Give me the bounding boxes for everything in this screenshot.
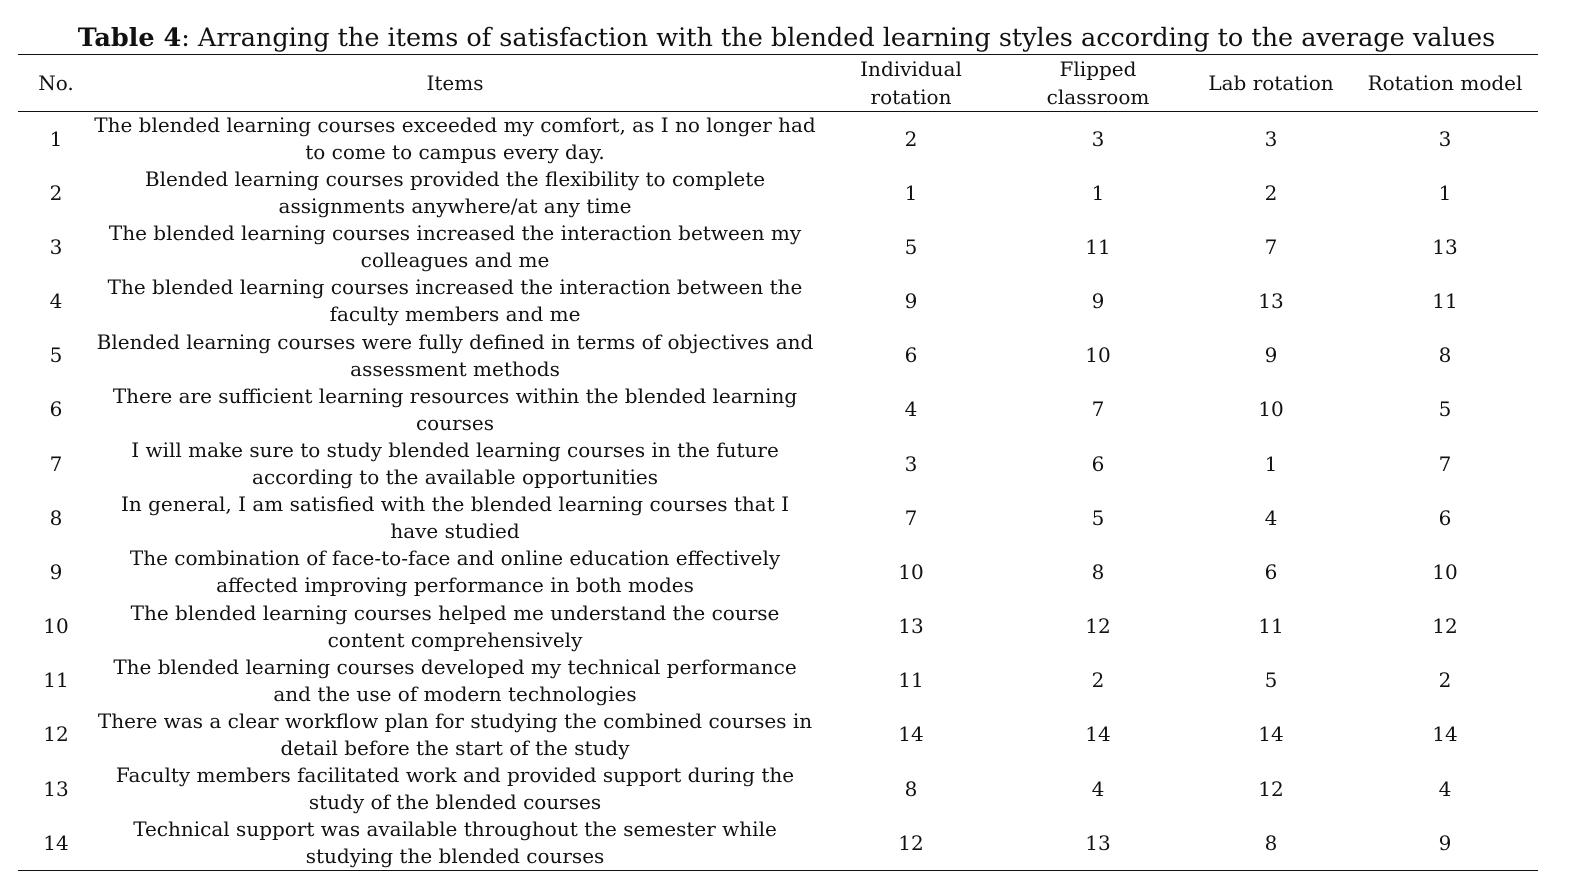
cell-lab-rotation: 1	[1264, 451, 1278, 476]
cell-item: Faculty members facilitated work and provided support during the study of the blended courses	[115, 763, 795, 815]
cell-lab-rotation: 7	[1264, 234, 1278, 259]
cell-rotation-model: 10	[1432, 559, 1458, 584]
cell-rotation-model: 11	[1432, 288, 1458, 313]
header-items: Items	[94, 55, 816, 112]
cell-lab-rotation: 9	[1264, 343, 1278, 368]
cell-flipped-classroom: 14	[1085, 722, 1111, 747]
table-row	[18, 600, 1538, 654]
table-row	[18, 274, 1538, 328]
cell-lab-rotation: 8	[1190, 816, 1352, 871]
header-no: No.	[18, 55, 94, 112]
cell-flipped-classroom: 5	[1091, 505, 1105, 530]
cell-flipped-classroom: 6	[1091, 451, 1105, 476]
cell-item: Technical support was available throughout the semester while studying the blended courses	[94, 816, 816, 871]
table-row	[18, 545, 1538, 599]
header-lab-rotation: Lab rotation	[1190, 55, 1352, 112]
cell-no: 12	[43, 722, 69, 747]
cell-flipped-classroom: 3	[1091, 126, 1105, 151]
cell-flipped-classroom: 2	[1091, 668, 1105, 693]
cell-lab-rotation: 3	[1264, 126, 1278, 151]
cell-rotation-model: 13	[1432, 234, 1458, 259]
table-row	[18, 437, 1538, 491]
cell-lab-rotation: 13	[1258, 288, 1284, 313]
cell-flipped-classroom: 4	[1091, 776, 1105, 801]
cell-no: 4	[49, 288, 63, 313]
cell-lab-rotation: 6	[1264, 559, 1278, 584]
cell-item: The blended learning courses developed my technical performance and the use of modern technologies	[113, 654, 797, 706]
cell-individual-rotation: 10	[898, 559, 924, 584]
cell-rotation-model: 14	[1432, 722, 1458, 747]
cell-flipped-classroom: 1	[1091, 180, 1105, 205]
table-row	[18, 491, 1538, 545]
table-row	[18, 654, 1538, 708]
cell-rotation-model: 1	[1438, 180, 1452, 205]
cell-flipped-classroom: 12	[1085, 614, 1111, 639]
cell-individual-rotation: 5	[904, 234, 918, 259]
cell-flipped-classroom: 8	[1091, 559, 1105, 584]
cell-no: 3	[49, 234, 63, 259]
cell-no: 5	[49, 343, 63, 368]
cell-item: The blended learning courses exceeded my comfort, as I no longer had to come to campus every day.	[94, 113, 816, 164]
cell-item: There was a clear workflow plan for studying the combined courses in detail before the start of the study	[97, 708, 813, 760]
cell-item: Blended learning courses provided the flexibility to complete assignments anywhere/at any time	[144, 167, 766, 219]
table-body	[18, 112, 1538, 871]
table-row	[18, 708, 1538, 762]
table-row	[18, 112, 1538, 167]
cell-no: 1	[49, 126, 63, 151]
cell-no: 2	[49, 180, 63, 205]
cell-lab-rotation: 10	[1258, 397, 1284, 422]
cell-rotation-model: 8	[1438, 343, 1452, 368]
header-individual-rotation-line1: Individual	[860, 57, 962, 81]
cell-flipped-classroom: 9	[1091, 288, 1105, 313]
cell-lab-rotation: 12	[1258, 776, 1284, 801]
cell-rotation-model: 5	[1438, 397, 1452, 422]
header-flipped-classroom	[1006, 55, 1190, 112]
cell-flipped-classroom: 11	[1085, 234, 1111, 259]
cell-no: 8	[49, 505, 63, 530]
cell-no: 14	[18, 816, 94, 871]
header-rotation-model: Rotation model	[1352, 55, 1538, 112]
cell-item: The blended learning courses helped me understand the course content comprehensively	[130, 600, 780, 652]
cell-item: In general, I am satisfied with the blended learning courses that I have studied	[120, 492, 789, 544]
cell-lab-rotation: 4	[1264, 505, 1278, 530]
cell-rotation-model: 3	[1438, 126, 1452, 151]
header-row	[18, 55, 1538, 112]
table-header	[18, 55, 1538, 112]
table-row	[18, 383, 1538, 437]
cell-individual-rotation: 3	[904, 451, 918, 476]
cell-no: 10	[43, 614, 69, 639]
cell-individual-rotation: 9	[904, 288, 918, 313]
cell-individual-rotation: 13	[898, 614, 924, 639]
cell-individual-rotation: 8	[904, 776, 918, 801]
header-flipped-classroom-line2: classroom	[1046, 85, 1150, 109]
cell-individual-rotation: 1	[904, 180, 918, 205]
cell-item: Blended learning courses were fully defined in terms of objectives and assessment methods	[96, 329, 814, 381]
cell-rotation-model: 4	[1438, 776, 1452, 801]
cell-flipped-classroom: 10	[1085, 343, 1111, 368]
table-row	[18, 220, 1538, 274]
cell-item: There are sufficient learning resources within the blended learning courses	[112, 383, 798, 435]
cell-item: I will make sure to study blended learning courses in the future according to the available opportunities	[131, 438, 779, 490]
table-row	[18, 329, 1538, 383]
cell-item: The blended learning courses increased the interaction between my colleagues and me	[108, 221, 802, 273]
cell-rotation-model: 12	[1432, 614, 1458, 639]
cell-individual-rotation: 7	[904, 505, 918, 530]
cell-individual-rotation: 12	[816, 816, 1006, 871]
cell-no: 11	[43, 668, 69, 693]
table-caption-text: : Arranging the items of satisfaction with the blended learning styles according to the average values	[181, 23, 1496, 53]
cell-item: The combination of face-to-face and online education effectively affected improving performance in both modes	[129, 546, 781, 598]
table-label: Table 4	[77, 23, 182, 53]
cell-flipped-classroom: 7	[1091, 397, 1105, 422]
cell-rotation-model: 7	[1438, 451, 1452, 476]
cell-rotation-model: 6	[1438, 505, 1452, 530]
cell-individual-rotation: 14	[898, 722, 924, 747]
cell-lab-rotation: 5	[1264, 668, 1278, 693]
cell-lab-rotation: 14	[1258, 722, 1284, 747]
cell-no: 6	[49, 397, 63, 422]
cell-no: 9	[49, 559, 63, 584]
cell-no: 7	[49, 451, 63, 476]
header-individual-rotation	[816, 55, 1006, 112]
cell-flipped-classroom: 13	[1006, 816, 1190, 871]
cell-individual-rotation: 2	[904, 126, 918, 151]
table-row	[18, 816, 1538, 871]
header-flipped-classroom-line1: Flipped	[1059, 57, 1137, 81]
table-row	[18, 166, 1538, 220]
cell-item: The blended learning courses increased the interaction between the faculty members and me	[107, 275, 803, 327]
cell-individual-rotation: 4	[904, 397, 918, 422]
satisfaction-ranking-table	[18, 54, 1538, 871]
cell-rotation-model: 2	[1438, 668, 1452, 693]
cell-no: 13	[43, 776, 69, 801]
cell-lab-rotation: 11	[1258, 614, 1284, 639]
header-individual-rotation-line2: rotation	[870, 85, 952, 109]
table-caption	[0, 22, 1573, 54]
cell-individual-rotation: 11	[898, 668, 924, 693]
cell-lab-rotation: 2	[1264, 180, 1278, 205]
table-row	[18, 762, 1538, 816]
cell-individual-rotation: 6	[904, 343, 918, 368]
cell-rotation-model: 9	[1352, 816, 1538, 871]
